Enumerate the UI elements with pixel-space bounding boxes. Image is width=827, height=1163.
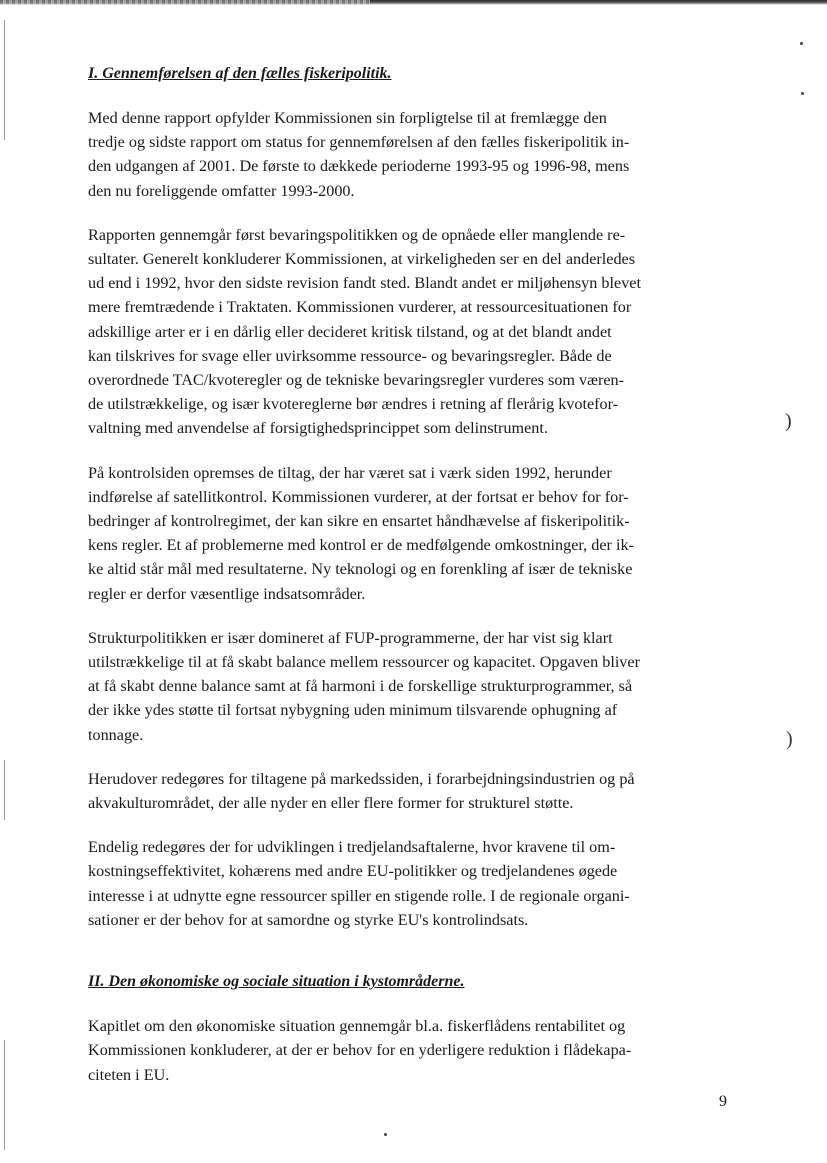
text-line: tredje og sidste rapport om status for gennemførelsen af den fælles fiskeripolitik in- <box>88 133 630 152</box>
page-number: 9 <box>719 1093 727 1110</box>
text-line: interesse i at udnytte egne ressourcer spiller en stigende rolle. I de regionale organi- <box>88 886 630 905</box>
text-line: Kommissionen konkluderer, at der er behov for en yderligere reduktion i flådekapa- <box>88 1041 632 1060</box>
text-line: sultater. Generelt konkluderer Kommissionen, at virkeligheden ser en del anderledes <box>88 250 636 269</box>
text-line: På kontrolsiden opremses de tiltag, der har været sat i værk siden 1992, herunder <box>88 463 612 482</box>
text-line: utilstrækkelige til at få skabt balance mellem ressourcer og kapacitet. Opgaven bliver <box>88 653 640 672</box>
paragraph <box>88 1014 733 1087</box>
text-line: Rapporten gennemgår først bevaringspolitikken og de opnåede eller manglende re- <box>88 225 626 244</box>
text-line: kostningseffektivitet, kohærens med andre EU-politikker og tredjelandenes øgede <box>88 862 618 881</box>
text-line: kan tilskrives for svage eller uvirksomme ressource- og bevaringsregler. Både de <box>88 346 612 365</box>
text-line: tonnage. <box>88 725 144 744</box>
text-line: Endelig redegøres der for udviklingen i tredjelandsaftalerne, hvor kravene til om- <box>88 838 616 857</box>
scan-margin-line <box>4 1040 5 1150</box>
text-line: den udgangen af 2001. De første to dækkede perioderne 1993-95 og 1996-98, mens <box>88 157 630 176</box>
scan-margin-line <box>4 20 5 140</box>
text-line: Strukturpolitikken er især domineret af FUP-programmerne, der har vist sig klart <box>88 628 613 647</box>
text-line: bedringer af kontrolregimet, der kan sikre en ensartet håndhævelse af fiskeripolitik- <box>88 512 630 531</box>
text-line: overordnede TAC/kvoteregler og de tekniske bevaringsregler vurderes som væren- <box>88 371 625 390</box>
section-heading: I. Gennemførelsen af den fælles fiskeripolitik. <box>88 65 392 82</box>
scan-artifact-dot <box>801 92 804 95</box>
text-line: kens regler. Et af problemerne med kontrol er de medfølgende omkostninger, der ik- <box>88 536 634 555</box>
paragraph <box>88 223 733 441</box>
text-line: adskillige arter er i en dårlig eller decideret kritisk tilstand, og at det blandt andet <box>88 322 612 341</box>
text-line: der ikke ydes støtte til fortsat nybygning uden minimum tilsvarende ophugning af <box>88 701 618 720</box>
scan-artifact-dot <box>384 1133 387 1136</box>
paragraph <box>88 626 733 747</box>
text-line: de utilstrækkelige, og især kvotereglerne bør ændres i retning af flerårig kvotefor- <box>88 395 619 414</box>
document-body <box>88 62 733 1107</box>
text-line: akvakulturområdet, der alle nyder en eller flere former for strukturel støtte. <box>88 794 574 813</box>
text-line: at få skabt denne balance samt at få harmoni i de forskellige strukturprogrammer, så <box>88 677 633 696</box>
paragraph <box>88 106 733 203</box>
text-line: Med denne rapport opfylder Kommissionen sin forpligtelse til at fremlægge den <box>88 109 607 127</box>
paragraph <box>88 461 733 606</box>
text-line: mere fremtrædende i Traktaten. Kommissionen vurderer, at ressourcesituationen for <box>88 298 632 317</box>
scan-artifact-paren: ) <box>785 410 792 432</box>
scan-artifact-dot <box>800 42 803 45</box>
paragraph <box>88 835 733 932</box>
text-line: Kapitlet om den økonomiske situation gennemgår bl.a. fiskerflådens rentabilitet og <box>88 1017 626 1036</box>
scan-top-edge-texture <box>0 0 370 4</box>
section-2 <box>88 970 733 1087</box>
text-line: ud end i 1992, hvor den sidste revision fandt sted. Blandt andet er miljøhensyn blevet <box>88 274 641 293</box>
text-line: den nu foreliggende omfatter 1993-2000. <box>88 181 355 200</box>
section-1 <box>88 62 733 932</box>
text-line: sationer er der behov for at samordne og styrke EU's kontrolindsats. <box>88 910 529 929</box>
text-line: Herudover redegøres for tiltagene på markedssiden, i forarbejdningsindustrien og på <box>88 769 635 788</box>
scan-margin-line <box>4 760 5 820</box>
text-line: citeten i EU. <box>88 1065 170 1084</box>
paragraph <box>88 767 733 815</box>
scan-artifact-paren: ) <box>786 728 793 750</box>
text-line: valtning med anvendelse af forsigtighedsprincippet som delinstrument. <box>88 419 548 438</box>
text-line: regler er derfor væsentlige indsatsområder. <box>88 584 366 603</box>
section-heading: II. Den økonomiske og sociale situation i kystområderne. <box>88 973 465 991</box>
text-line: indførelse af satellitkontrol. Kommissionen vurderer, at der fortsat er behov for for- <box>88 487 629 506</box>
text-line: ke altid står mål med resultaterne. Ny teknologi og en forenkling af især de tekniske <box>88 560 633 579</box>
